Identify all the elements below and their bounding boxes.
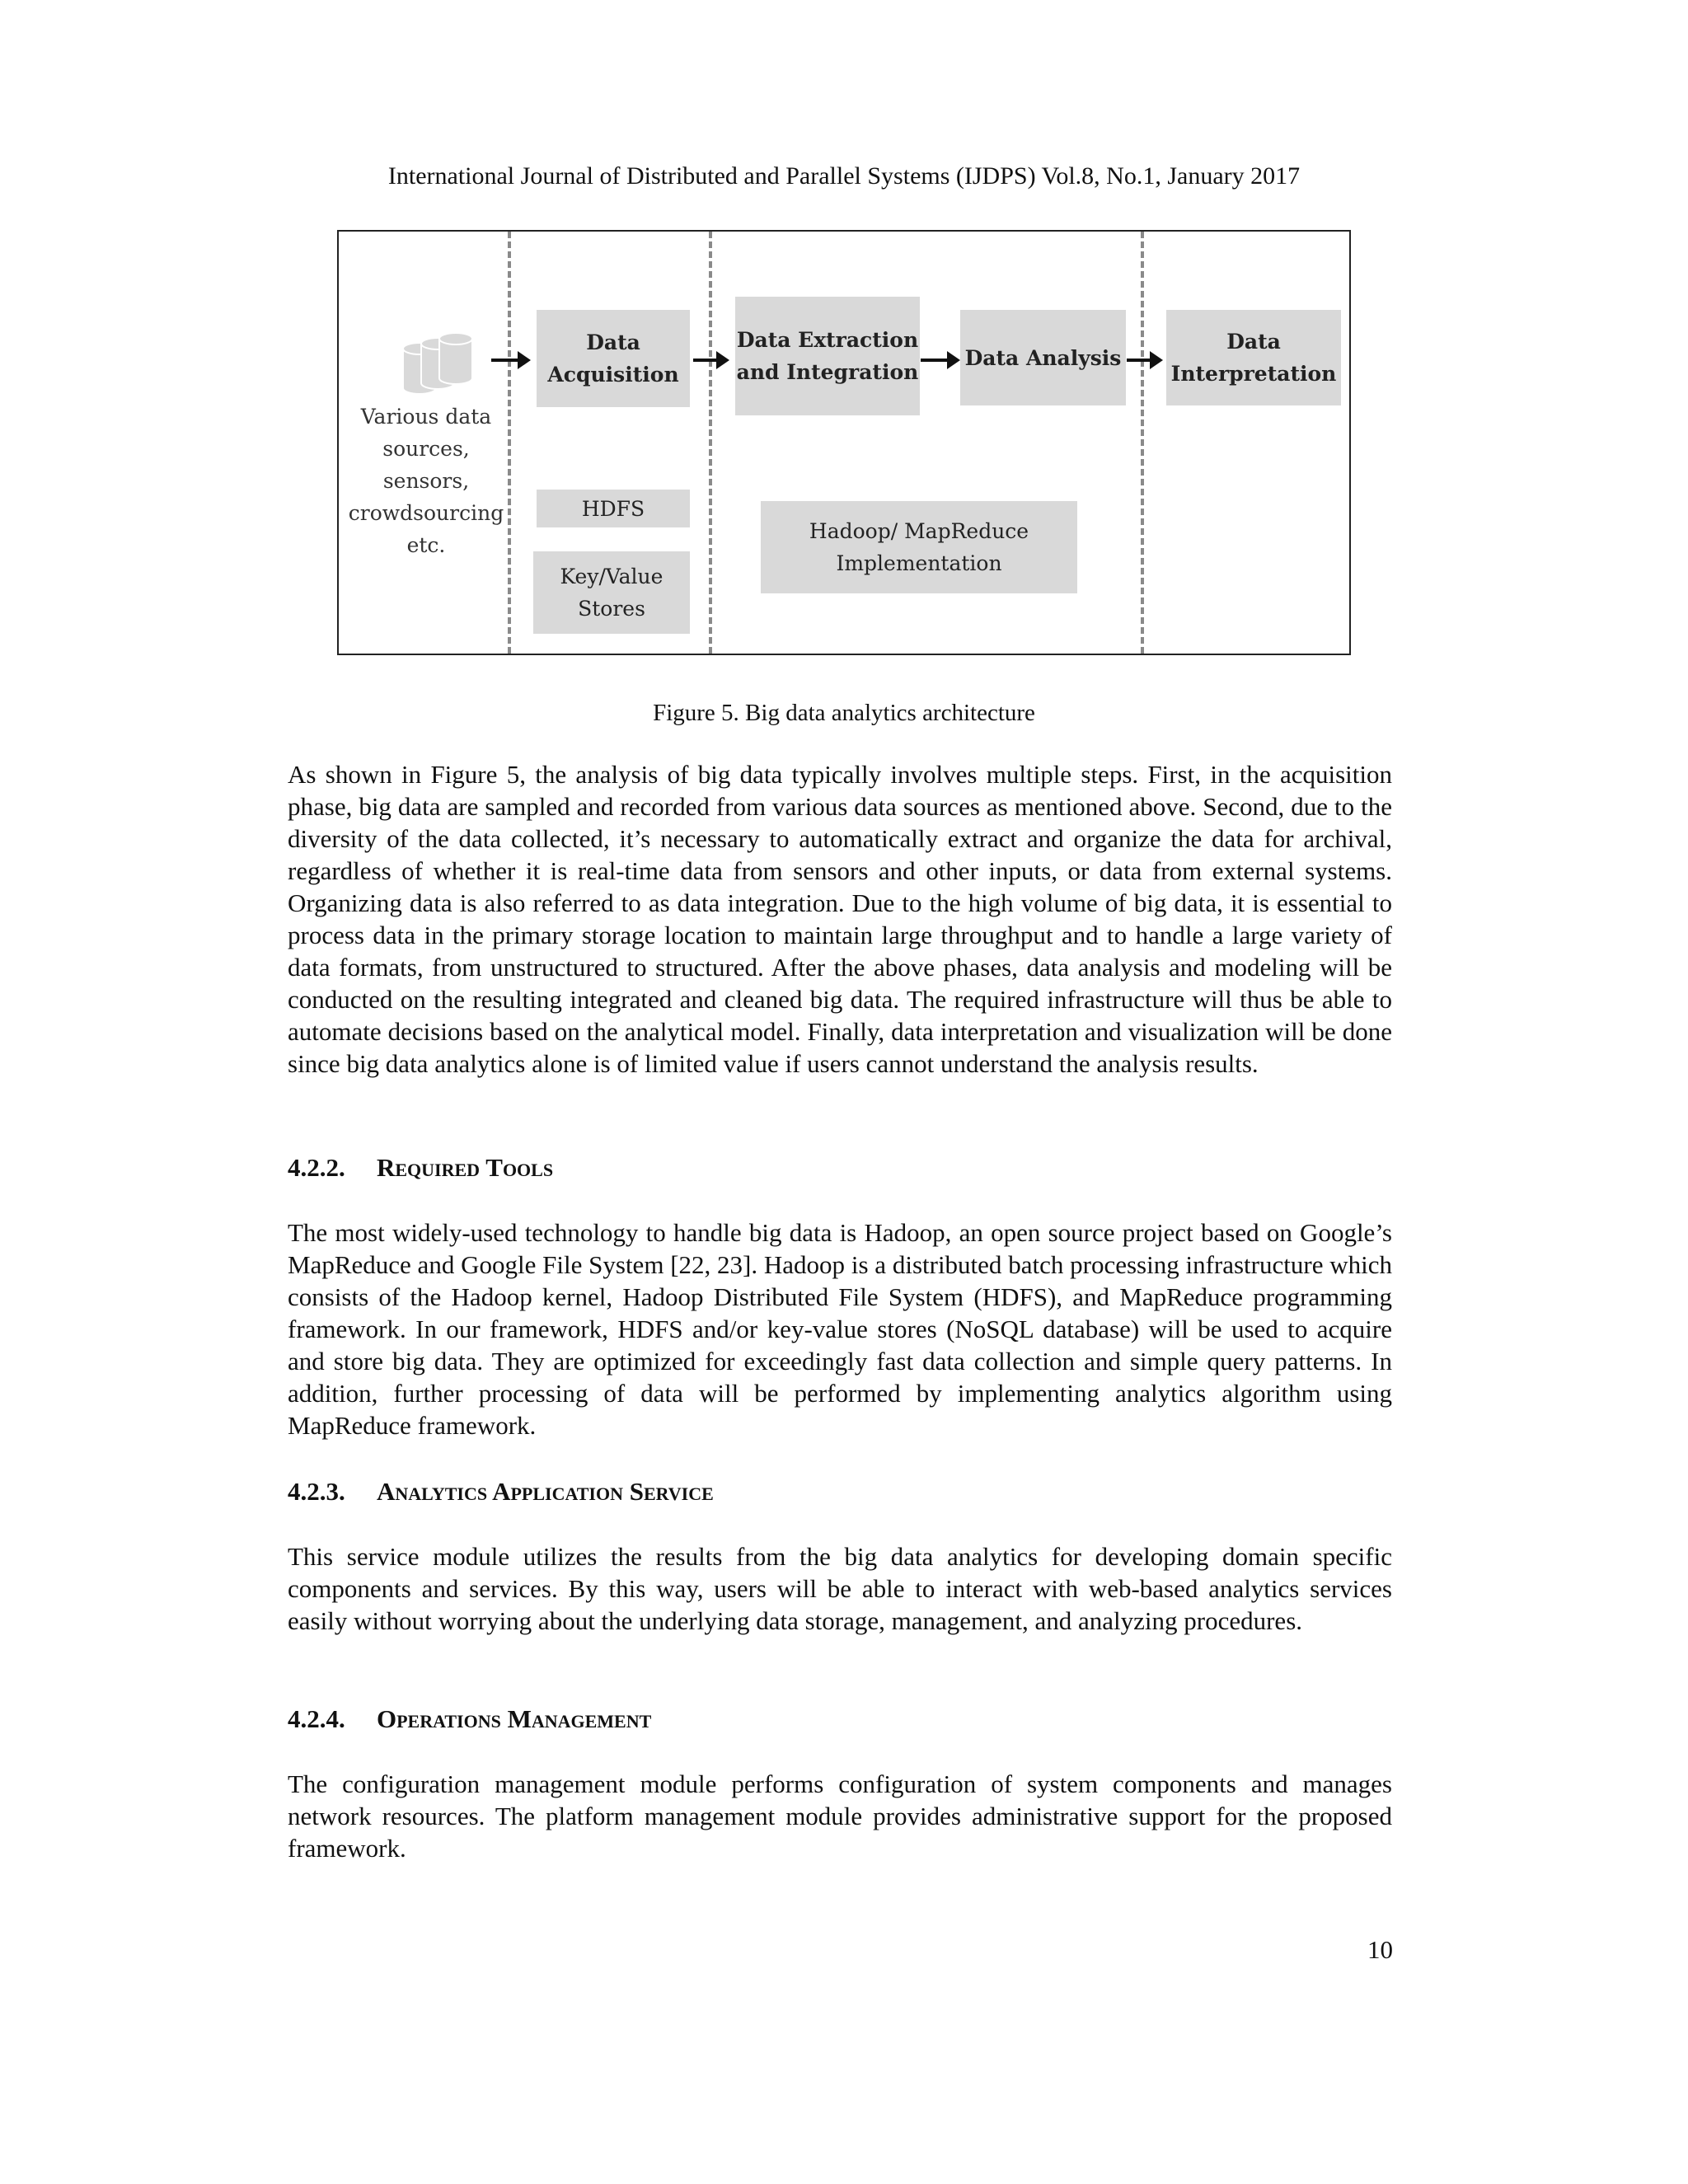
database-stack-icon: [400, 332, 499, 398]
section-number: 4.2.2.: [288, 1153, 345, 1182]
paragraph-architecture: [288, 758, 1392, 1080]
architecture-figure: [337, 230, 1351, 655]
arrow-right-icon: [693, 359, 718, 362]
arrow-right-icon: [491, 359, 519, 362]
section-title: Operations Management: [377, 1704, 652, 1733]
stage-data-extraction: Data Extraction and Integration: [735, 297, 920, 415]
paragraph-operations-management: [288, 1768, 1392, 1864]
phase-divider: [709, 232, 712, 654]
arrow-right-icon: [1127, 359, 1151, 362]
paragraph-required-tools: [288, 1216, 1392, 1441]
section-number: 4.2.4.: [288, 1704, 345, 1733]
figure-caption: Figure 5. Big data analytics architecture: [653, 700, 1035, 726]
paragraph-analytics-service: [288, 1540, 1392, 1637]
paragraph-text: As shown in Figure 5, the analysis of big data typically involves multiple steps. First, in the acquisition phase, big data are sampled and recorded from various data sources as mentioned above. Second, due to the diversity of the data collected, it’s necessary to automatically extract and organize the data for archival, regardless of whether it is real-time data from sensors and other inputs, or data from external systems. Organizing data is also referred to as data integration. Due to the high volume of big data, it is essential to process data in the primary storage location to maintain large throughput and to handle a large variety of data formats, from unstructured to structured. After the above phases, data analysis and modeling will be conducted on the resulting integrated and cleaned big data. The required infrastructure will thus be able to automate decisions based on the analytical model. Finally, data interpretation and visualization will be done since big data analytics alone is of limited value if users cannot understand the analysis results.: [288, 760, 1392, 1078]
tool-key-value-stores: Key/Value Stores: [533, 551, 690, 634]
section-heading-4-2-3: [288, 1475, 714, 1508]
arrow-right-icon: [921, 359, 949, 362]
section-title: Required Tools: [377, 1153, 554, 1182]
section-title: Analytics Application Service: [377, 1477, 714, 1506]
tool-hdfs: HDFS: [537, 490, 690, 527]
section-heading-4-2-2: [288, 1151, 553, 1184]
stage-data-acquisition: Data Acquisition: [537, 310, 690, 407]
phase-divider: [1141, 232, 1144, 654]
paragraph-text: The most widely-used technology to handle big data is Hadoop, an open source project based on Google’s MapReduce and Google File System [22, 23]. Hadoop is a distributed batch processing infrastructure which consists of the Hadoop kernel, Hadoop Distributed File System (HDFS), and MapReduce programming framework. In our framework, HDFS and/or key-value stores (NoSQL database) will be used to acquire and store big data. They are optimized for exceedingly fast data collection and simple query patterns. In addition, further processing of data will be performed by implementing analytics algorithm using MapReduce framework.: [288, 1218, 1392, 1440]
phase-divider: [508, 232, 511, 654]
paragraph-text: This service module utilizes the results from the big data analytics for developing domain specific components and services. By this way, users will be able to interact with web-based analytics services easily without worrying about the underlying data storage, management, and analyzing procedures.: [288, 1542, 1392, 1635]
running-header: International Journal of Distributed and Parallel Systems (IJDPS) Vol.8, No.1, January 2017: [387, 162, 1301, 190]
data-sources-label: Various data sources, sensors, crowdsourcing etc.: [348, 405, 504, 557]
section-number: 4.2.3.: [288, 1477, 345, 1506]
stage-data-analysis: Data Analysis: [960, 310, 1126, 405]
tool-hadoop-mapreduce: Hadoop/ MapReduce Implementation: [761, 501, 1077, 593]
paragraph-text: The configuration management module performs configuration of system components and manages network resources. The platform management module provides administrative support for the proposed framework.: [288, 1769, 1392, 1863]
page-number: 10: [1367, 1935, 1393, 1964]
stage-data-interpretation: Data Interpretation: [1166, 310, 1341, 405]
section-heading-4-2-4: [288, 1703, 651, 1736]
